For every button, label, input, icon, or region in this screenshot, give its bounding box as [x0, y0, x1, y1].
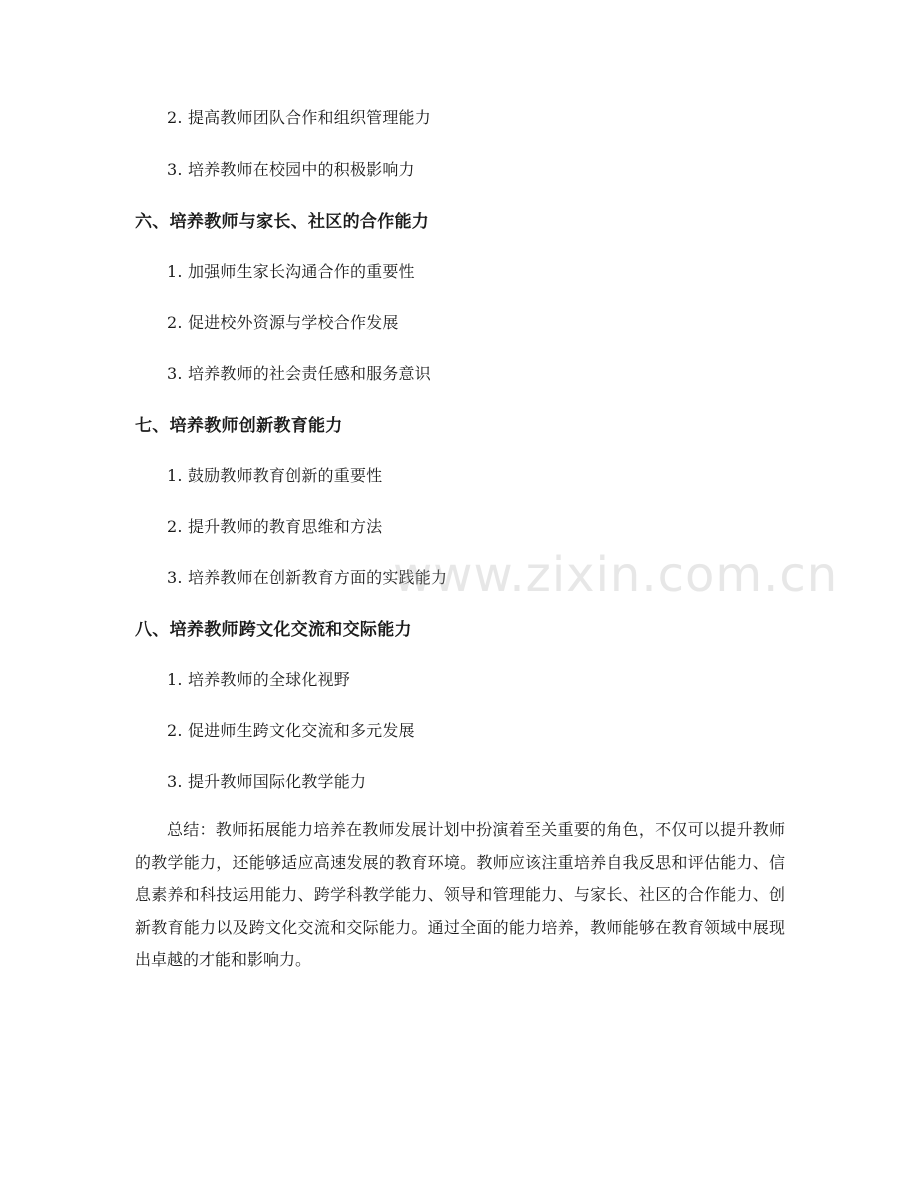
summary-paragraph: 总结：教师拓展能力培养在教师发展计划中扮演着至关重要的角色，不仅可以提升教师的教学能力，还能够适应高速发展的教育环境。教师应该注重培养自我反思和评估能力、信息素养和科技运用能力、跨学科教学能力、领导和管理能力、与家长、社区的合作能力、创新教育能力以及跨文化交流和交际能力。通过全面的能力培养，教师能够在教育领域中展现出卓越的才能和影响力。 — [135, 820, 785, 969]
list-item: 2. 提高教师团队合作和组织管理能力 — [167, 108, 431, 127]
list-item: 3. 培养教师在校园中的积极影响力 — [167, 160, 415, 179]
list-item: 1. 培养教师的全球化视野 — [167, 670, 350, 689]
list-item: 1. 鼓励教师教育创新的重要性 — [167, 466, 383, 485]
section-heading: 六、培养教师与家长、社区的合作能力 — [135, 212, 430, 232]
list-item: 2. 促进校外资源与学校合作发展 — [167, 313, 399, 332]
section-heading: 八、培养教师跨文化交流和交际能力 — [135, 620, 412, 640]
section-heading: 七、培养教师创新教育能力 — [135, 416, 343, 436]
list-item: 2. 提升教师的教育思维和方法 — [167, 517, 383, 536]
watermark: www.zixin.com.cn — [393, 547, 839, 603]
list-item: 3. 培养教师的社会责任感和服务意识 — [167, 364, 431, 383]
list-item: 3. 提升教师国际化教学能力 — [167, 772, 367, 791]
list-item: 1. 加强师生家长沟通合作的重要性 — [167, 262, 415, 281]
list-item: 2. 促进师生跨文化交流和多元发展 — [167, 721, 415, 740]
list-item: 3. 培养教师在创新教育方面的实践能力 — [167, 568, 448, 587]
